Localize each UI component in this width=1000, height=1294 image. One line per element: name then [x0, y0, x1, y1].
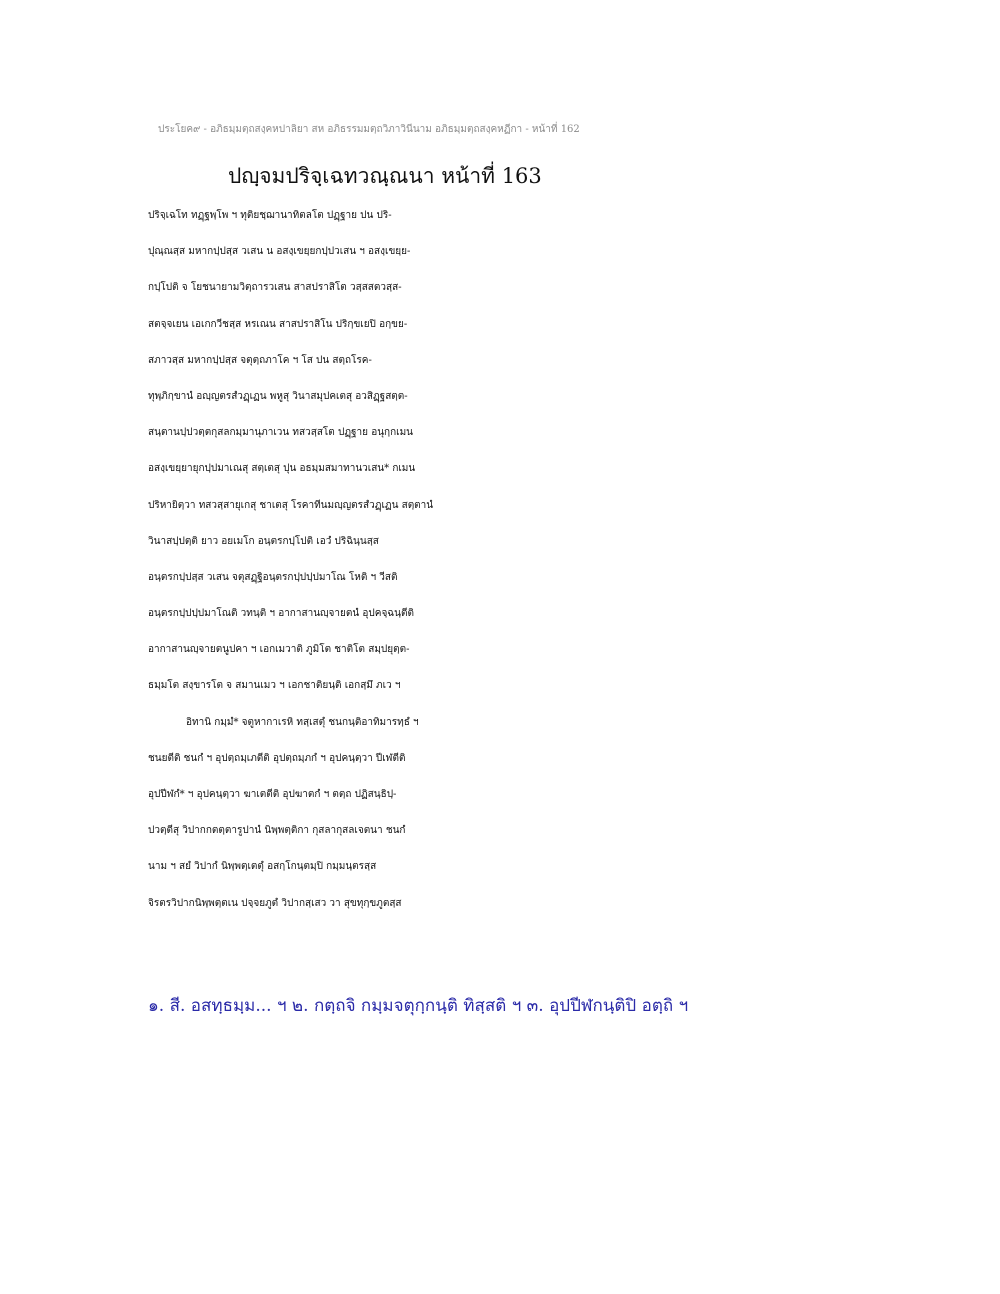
body-line: สตจฺจเยน เอเกกวีชสฺส หรเณน สาสปราสิโน ปริกฺขเยปิ อกฺขย-	[148, 318, 408, 330]
body-line: ปวตฺตีสุ วิปากกตตฺตารูปานํ นิพฺพตฺติกา กุสลากุสลเจตนา ชนกํ	[148, 825, 406, 837]
body-line: ปริหายิตฺวา ทสวสฺสายุเกสุ ชาเตสุ โรคาทีนมญฺญตรสํวฏฺเฏน สตฺตานํ	[148, 499, 434, 511]
body-line: อนฺตรกปฺปปฺปมาโณติ วทนฺติ ฯ อากาสานญฺจายตนํ อุปคจฺฉนฺตีติ	[148, 608, 414, 620]
body-line: ทุพฺภิกฺขานํ อญฺญตรสํวฏฺเฏน พหูสุ วินาสมุปคเตสุ อวสิฏฺฐสตฺต-	[148, 390, 408, 402]
footnotes: ๑. สี. อสทฺธมฺม... ฯ ๒. กตฺถจิ กมฺมจตุกฺกนฺติ ทิสฺสติ ฯ ๓. อุปปีฬกนฺติปิ อตฺถิ ฯ	[148, 996, 689, 1016]
body-line: อากาสานญฺจายตนูปคา ฯ เอกเมวาติ ภูมิโต ชาติโต สมฺปยุตฺต-	[148, 644, 410, 656]
body-line: วินาสปฺปตฺติ ยาว อยเมโก อนฺตรกปฺโปติ เอวํ ปริฉินฺนสฺส	[148, 535, 379, 547]
body-line: อนฺตรกปฺปสฺส วเสน จตุสฏฺฐิอนฺตรกปฺปปฺปมาโณ โหติ ฯ วีสติ	[148, 571, 398, 583]
body-line: ปุณฺณสฺส มหากปฺปสฺส วเสน น อสงฺเขยฺยกปฺปวเสน ฯ อสงฺเขยฺย-	[148, 246, 411, 258]
body-line: จิรตรวิปากนิพฺพตฺตเน ปจฺจยภูตํ วิปากสฺเสว วา สุขทุกฺขภูตสฺส	[148, 897, 402, 909]
body-line: ชนยตีติ ชนกํ ฯ อุปตฺถมฺเภตีติ อุปตฺถมฺภกํ ฯ อุปคนฺตฺวา ปีเฬตีติ	[148, 752, 406, 764]
body-line: สนฺตานปฺปวตฺตกุสลกมฺมานุภาเวน ทสวสฺสโต ปฏฺฐาย อนุกฺกเมน	[148, 427, 414, 439]
body-line: อสงฺเขยฺยายุกปฺปมาเณสุ สตฺเตสุ ปุน อธมฺมสมาทานวเสน* กเมน	[148, 463, 416, 475]
paragraph-start-line: อิทานิ กมฺมํ* จตูหากาเรหิ ทสฺเสตุํ ชนกนฺติอาทิมารทฺธํ ฯ	[186, 716, 419, 728]
body-line: ปริจฺเฉโท ทฏฺฐพฺโพ ฯ ทุติยชฺฌานาทิตลโต ปฏฺฐาย ปน ปริ-	[148, 210, 392, 221]
body-line: กปฺโปติ จ โยชนายามวิตฺถารวเสน สาสปราสิโต วสฺสสตวสฺส-	[148, 282, 402, 294]
body-line: อุปปีฬกํ* ฯ อุปคนฺตฺวา ฆาเตตีติ อุปฆาตกํ ฯ ตตฺถ ปฏิสนฺธิปฺ-	[148, 789, 397, 800]
body-line: สภาวสฺส มหากปฺปสฺส จตุตฺถภาโค ฯ โส ปน สตฺถโรค-	[148, 354, 372, 366]
body-line: นาม ฯ สยํ วิปากํ นิพฺพตฺเตตุํ อสกฺโกนฺตมฺปิ กมฺมนฺตรสฺส	[148, 861, 377, 873]
running-header: ประโยค๙ - อภิธมฺมตฺถสงฺคหปาลิยา สห อภิธรรมมตฺถวิภาวินีนาม อภิธมฺมตฺถสงฺคหฏีกา - หน้าที่ 162	[158, 124, 580, 135]
body-text	[148, 198, 868, 922]
body-line: ธมฺมโต สงฺขารโต จ สมานเมว ฯ เอกชาติยนฺติ เอกสฺมึ ภเว ฯ	[148, 680, 401, 692]
page-title: ปญฺจมปริจฺเฉทวณฺณนา หน้าที่ 163	[228, 164, 542, 188]
